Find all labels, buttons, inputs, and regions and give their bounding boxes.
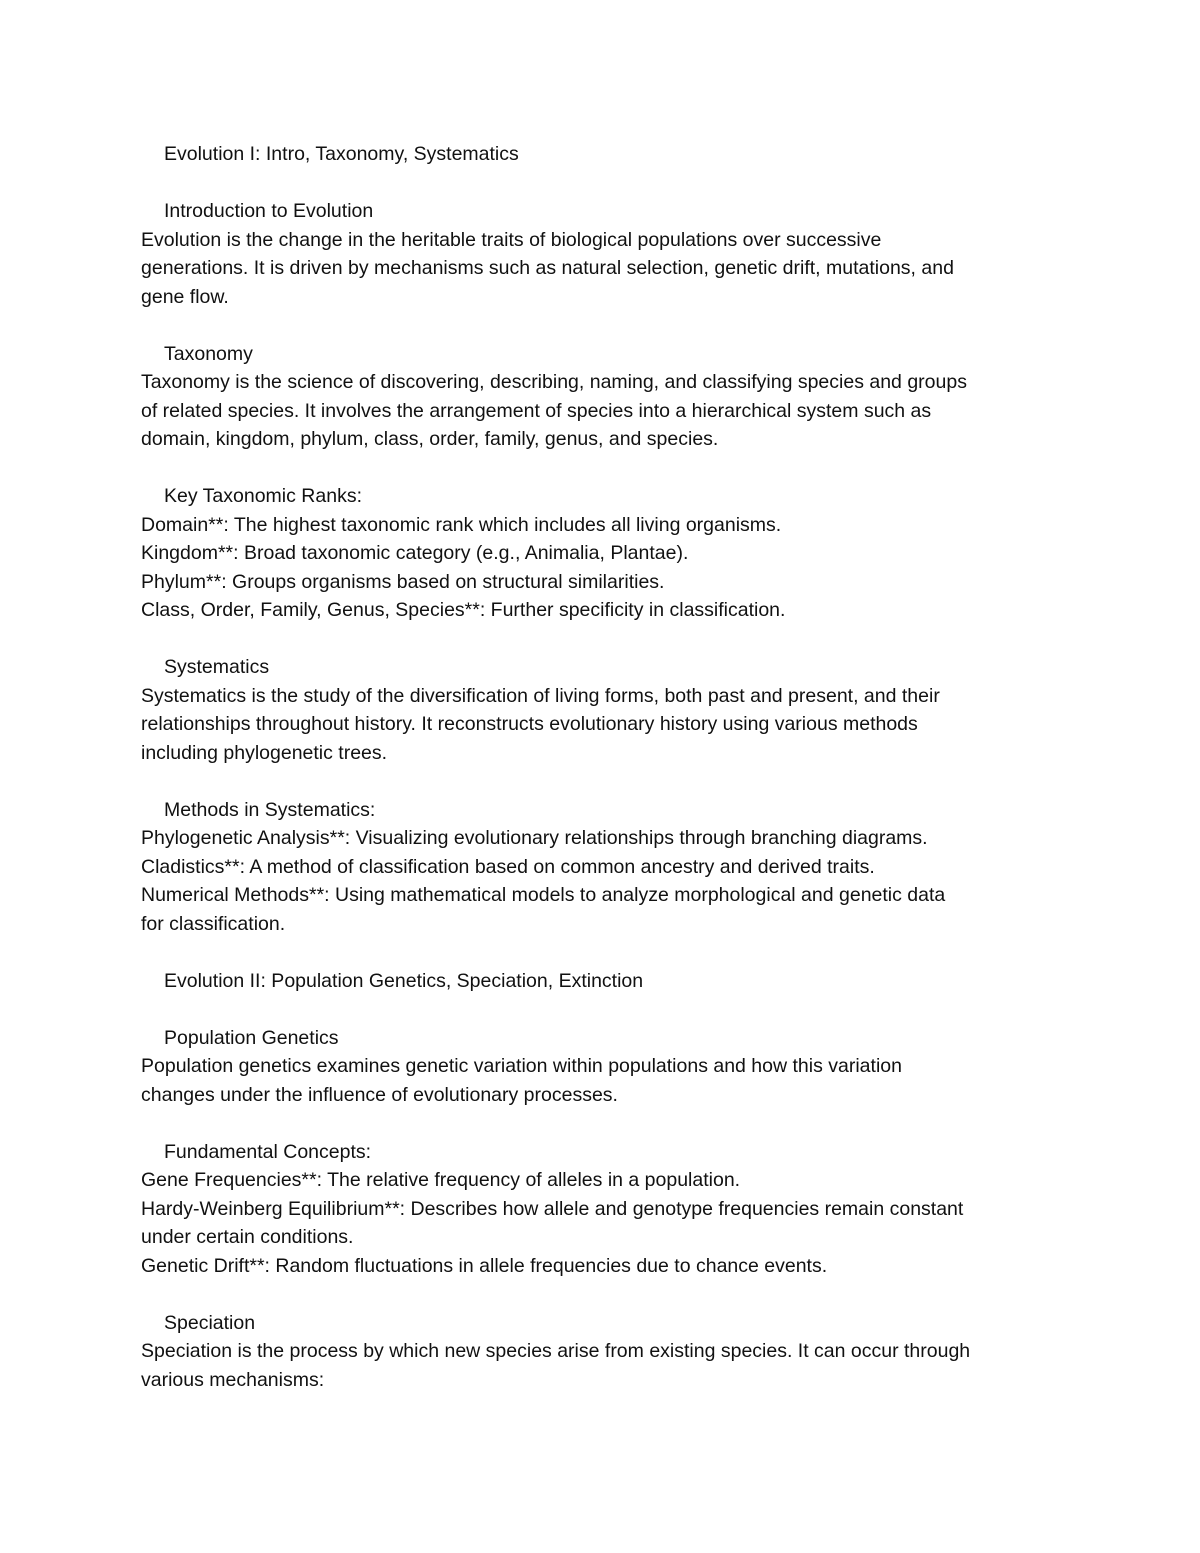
blank-line — [141, 169, 1071, 198]
body-text-line: Systematics is the study of the diversification of living forms, both past and present, and their — [141, 684, 940, 707]
section-heading: Evolution II: Population Genetics, Speciation, Extinction — [164, 969, 644, 992]
body-text-line: Taxonomy is the science of discovering, describing, naming, and classifying species and groups — [141, 371, 967, 393]
body-text-line: relationships throughout history. It reconstructs evolutionary history using various methods — [141, 713, 918, 735]
body-text-line: including phylogenetic trees. — [141, 741, 388, 764]
blank-line — [141, 311, 1071, 340]
blank-line — [141, 995, 1071, 1024]
blank-line — [141, 767, 1071, 796]
body-text-line: Kingdom**: Broad taxonomic category (e.g., Animalia, Plantae). — [141, 542, 689, 564]
body-text-line: Evolution is the change in the heritable traits of biological populations over successive — [141, 228, 882, 251]
body-text-line: various mechanisms: — [141, 1368, 325, 1391]
body-text-line: under certain conditions. — [141, 1226, 354, 1248]
body-text-line: domain, kingdom, phylum, class, order, family, genus, and species. — [141, 428, 719, 450]
body-text-line: Hardy-Weinberg Equilibrium**: Describes how allele and genotype frequencies remain constant — [141, 1197, 964, 1220]
body-text-line: Population genetics examines genetic variation within populations and how this variation — [141, 1055, 902, 1077]
body-text-line: Cladistics**: A method of classification based on common ancestry and derived traits. — [141, 855, 875, 878]
section-heading: Systematics — [164, 656, 270, 678]
blank-line — [141, 938, 1071, 967]
blank-line — [141, 1280, 1071, 1309]
body-text-line: for classification. — [141, 912, 286, 935]
body-text-line: Domain**: The highest taxonomic rank which includes all living organisms. — [141, 513, 782, 536]
section-heading: Key Taxonomic Ranks: — [164, 485, 362, 507]
body-text-line: Phylum**: Groups organisms based on structural similarities. — [141, 570, 665, 593]
section-heading: Introduction to Evolution — [164, 200, 374, 222]
body-text-line: Phylogenetic Analysis**: Visualizing evolutionary relationships through branching diagrams. — [141, 827, 928, 849]
document-body — [141, 140, 1071, 1394]
section-heading: Evolution I: Intro, Taxonomy, Systematics — [164, 143, 519, 165]
body-text-line: Gene Frequencies**: The relative frequency of alleles in a population. — [141, 1169, 741, 1191]
blank-line — [141, 625, 1071, 654]
blank-line — [141, 454, 1071, 483]
body-text-line: Genetic Drift**: Random fluctuations in allele frequencies due to chance events. — [141, 1254, 828, 1277]
section-heading: Speciation — [164, 1311, 256, 1334]
section-heading: Population Genetics — [164, 1026, 339, 1049]
body-text-line: Numerical Methods**: Using mathematical models to analyze morphological and genetic data — [141, 884, 946, 906]
section-heading: Methods in Systematics: — [164, 798, 376, 821]
body-text-line: gene flow. — [141, 285, 229, 308]
body-text-line: generations. It is driven by mechanisms such as natural selection, genetic drift, mutations, and — [141, 257, 954, 279]
body-text-line: of related species. It involves the arrangement of species into a hierarchical system such as — [141, 399, 932, 422]
body-text-line: Class, Order, Family, Genus, Species**: Further specificity in classification. — [141, 599, 786, 621]
blank-line — [141, 1109, 1071, 1138]
section-heading: Taxonomy — [164, 342, 253, 365]
body-text-line: changes under the influence of evolutionary processes. — [141, 1083, 618, 1106]
body-text-line: Speciation is the process by which new species arise from existing species. It can occur through — [141, 1340, 971, 1362]
section-heading: Fundamental Concepts: — [164, 1140, 372, 1163]
